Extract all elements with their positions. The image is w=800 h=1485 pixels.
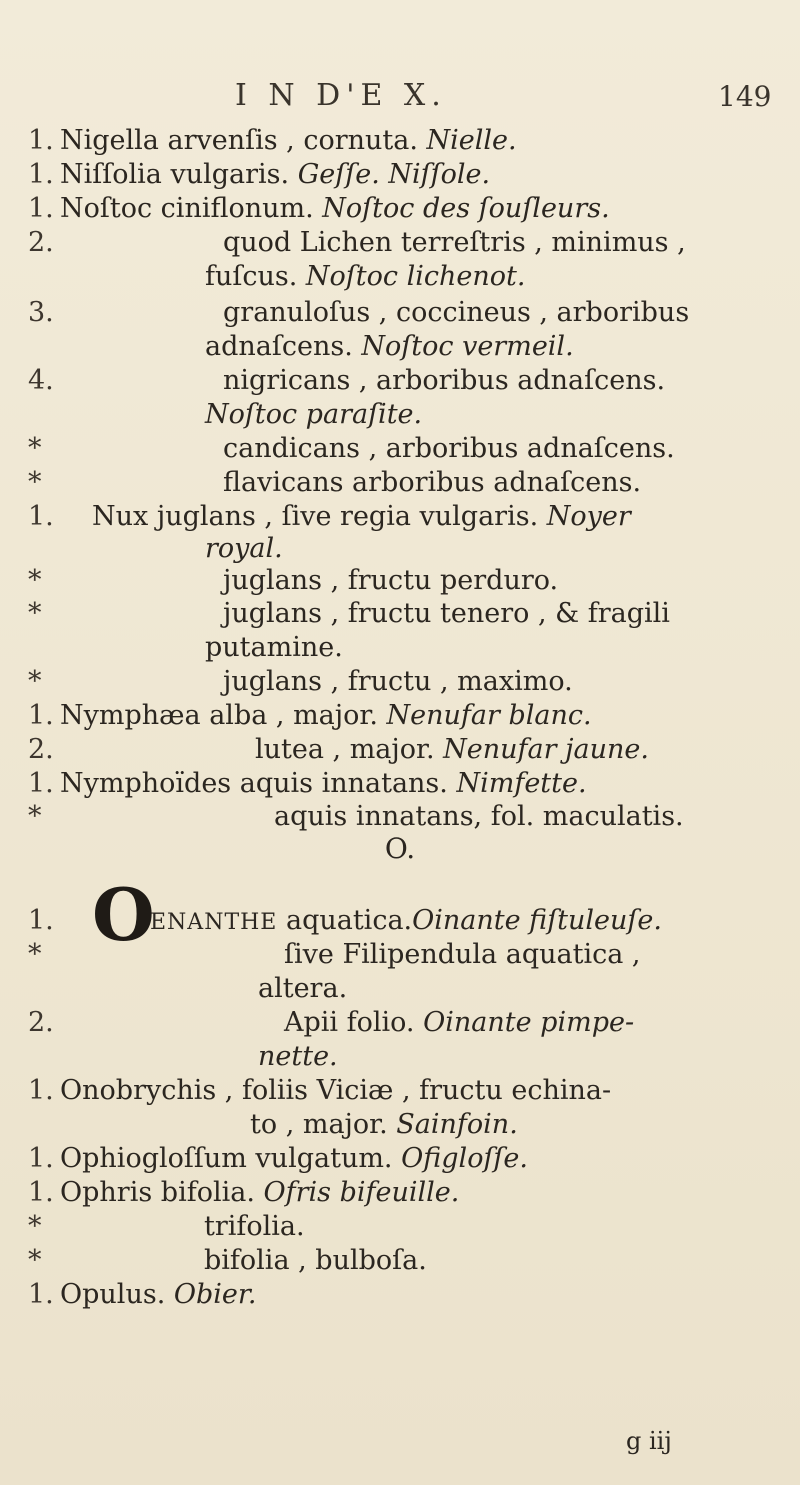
entry-text: juglans , fructu perduro. bbox=[223, 565, 559, 596]
entry-text: altera. bbox=[258, 973, 348, 1004]
entry-text: candicans , arboribus adnaſcens. bbox=[223, 433, 675, 464]
entry-text: Noſtoc ciniflonum. Noſtoc des ſouſleurs. bbox=[60, 193, 610, 224]
entry-marker: 4. bbox=[28, 365, 54, 396]
entry-marker: 1. bbox=[28, 159, 54, 190]
entry-text: Ophris bifolia. Ofris bifeuille. bbox=[60, 1177, 460, 1208]
section-letter: O. bbox=[384, 832, 416, 865]
running-header bbox=[0, 78, 800, 118]
entry-marker: 1. bbox=[28, 501, 54, 532]
index-entry bbox=[0, 124, 800, 158]
entry-marker: 1. bbox=[28, 700, 54, 731]
entry-text: Nymphoïdes aquis innatans. Nimfette. bbox=[60, 768, 587, 799]
entry-text: Apii folio. Oinante pimpe- bbox=[284, 1007, 635, 1038]
entry-marker: * bbox=[28, 939, 42, 970]
index-entry bbox=[0, 1108, 800, 1142]
entry-text: Opulus. Obier. bbox=[60, 1279, 257, 1310]
index-entry bbox=[0, 1278, 800, 1312]
entry-text: Niſſolia vulgaris. Geſſe. Niſſole. bbox=[60, 159, 491, 190]
entry-text: Nux juglans , ſive regia vulgaris. Noyer bbox=[92, 501, 631, 532]
index-entry bbox=[0, 364, 800, 398]
entry-marker: 1. bbox=[28, 125, 54, 156]
index-entry bbox=[0, 597, 800, 631]
entry-marker: 2. bbox=[28, 1007, 54, 1038]
entry-marker: 2. bbox=[28, 734, 54, 765]
entry-text: juglans , fructu , maximo. bbox=[223, 666, 573, 697]
index-entry bbox=[0, 158, 800, 192]
index-entry bbox=[0, 1040, 800, 1074]
entry-marker: * bbox=[28, 565, 42, 596]
index-entry bbox=[0, 904, 800, 938]
entry-text: Noſtoc paraſite. bbox=[205, 399, 423, 430]
entry-text: royal. bbox=[205, 533, 283, 564]
entry-text: nette. bbox=[258, 1041, 338, 1072]
entry-text: juglans , fructu tenero , & fragili bbox=[223, 598, 670, 629]
entry-text: Nigella arvenſis , cornuta. Nielle. bbox=[60, 125, 517, 156]
entry-marker: 1. bbox=[28, 1075, 54, 1106]
page-number: 149 bbox=[718, 80, 772, 113]
index-entry bbox=[0, 1142, 800, 1176]
index-entry bbox=[0, 1244, 800, 1278]
entry-marker: * bbox=[28, 467, 42, 498]
entry-text: quod Lichen terreſtris , minimus , bbox=[223, 227, 686, 258]
index-entry bbox=[0, 226, 800, 260]
entry-marker: * bbox=[28, 598, 42, 629]
entry-marker: * bbox=[28, 433, 42, 464]
entry-marker: 1. bbox=[28, 1143, 54, 1174]
entry-text: fuſcus. Noſtoc lichenot. bbox=[205, 261, 526, 292]
index-entry bbox=[0, 665, 800, 699]
index-entry bbox=[0, 466, 800, 500]
index-entry bbox=[0, 398, 800, 432]
drop-cap: O bbox=[92, 872, 155, 957]
entry-text: Nymphæa alba , major. Nenufar blanc. bbox=[60, 700, 592, 731]
entry-marker: * bbox=[28, 801, 42, 832]
entry-text: granuloſus , coccineus , arboribus bbox=[223, 297, 690, 328]
index-entry bbox=[0, 1210, 800, 1244]
index-entry bbox=[0, 192, 800, 226]
entry-marker: 1. bbox=[28, 1177, 54, 1208]
entry-marker: 1. bbox=[28, 1279, 54, 1310]
index-entry bbox=[0, 733, 800, 767]
index-entry bbox=[0, 972, 800, 1006]
index-entry bbox=[0, 1176, 800, 1210]
entry-marker: * bbox=[28, 666, 42, 697]
entry-marker: 1. bbox=[28, 768, 54, 799]
entry-text: adnaſcens. Noſtoc vermeil. bbox=[205, 331, 574, 362]
entry-marker: 1. bbox=[28, 193, 54, 224]
index-entry bbox=[0, 1006, 800, 1040]
signature-mark: g iij bbox=[626, 1427, 672, 1455]
index-entry bbox=[0, 800, 800, 834]
entry-text: Ophiogloſſum vulgatum. Ofigloſſe. bbox=[60, 1143, 528, 1174]
index-entry bbox=[0, 260, 800, 294]
entry-text: Onobrychis , foliis Viciæ , fructu echina- bbox=[60, 1075, 612, 1106]
entry-text: nigricans , arboribus adnaſcens. bbox=[223, 365, 666, 396]
index-entry bbox=[0, 432, 800, 466]
entry-text: flavicans arboribus adnaſcens. bbox=[223, 467, 642, 498]
index-entry bbox=[0, 330, 800, 364]
entry-text: bifolia , bulboſa. bbox=[204, 1245, 427, 1276]
index-entry bbox=[0, 1074, 800, 1108]
entry-text: lutea , major. Nenufar jaune. bbox=[255, 734, 649, 765]
entry-marker: 2. bbox=[28, 227, 54, 258]
entry-text: to , major. Sainfoin. bbox=[250, 1109, 518, 1140]
index-entry bbox=[0, 532, 800, 566]
entry-marker: 1. bbox=[28, 905, 54, 936]
index-entry bbox=[0, 564, 800, 598]
entry-marker: 3. bbox=[28, 297, 54, 328]
page-title: I N D'E X. bbox=[235, 78, 447, 113]
entry-text: trifolia. bbox=[204, 1211, 305, 1242]
index-entry bbox=[0, 631, 800, 665]
entry-text: ENANTHE aquatica.Oinante fiſtuleuſe. bbox=[150, 905, 662, 936]
entry-text: ſive Filipendula aquatica , bbox=[284, 939, 641, 970]
entry-marker: * bbox=[28, 1211, 42, 1242]
index-entry bbox=[0, 296, 800, 330]
entry-text: aquis innatans, fol. maculatis. bbox=[274, 801, 684, 832]
entry-marker: * bbox=[28, 1245, 42, 1276]
entry-text: putamine. bbox=[205, 632, 343, 663]
index-entry bbox=[0, 699, 800, 733]
index-entry bbox=[0, 500, 800, 534]
index-entry bbox=[0, 767, 800, 801]
index-entry bbox=[0, 938, 800, 972]
